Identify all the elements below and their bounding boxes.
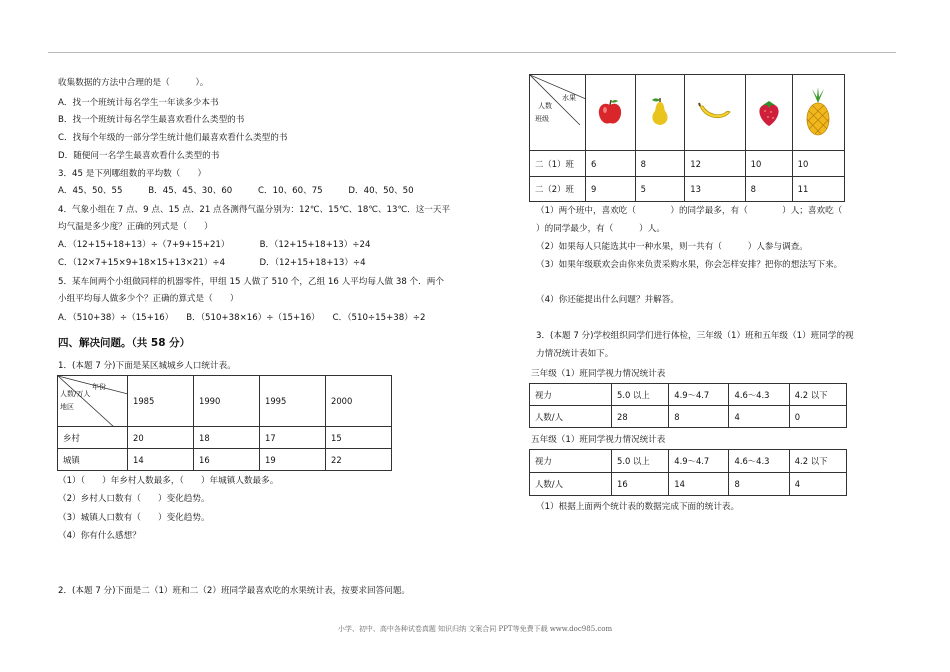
problem-3-stem-line1: 3．(本题 7 分)学校组织同学们进行体检，三年级（1）班和五年级（1）班同学的视: [536, 331, 854, 341]
problem-1-q2: （2）乡村人口数有（ ）变化趋势。: [58, 494, 210, 504]
cell: 10: [745, 151, 792, 177]
q2-option-a: A．找一个班统计每名学生一年读多少本书: [58, 98, 219, 108]
q4-options-ab: A．（12+15+18+13）÷（7+9+15+21） B．（12+15+18+13）÷24: [58, 240, 371, 250]
header-class: 班级: [535, 115, 549, 123]
q2-stem: 收集数据的方法中合理的是（ ）。: [58, 78, 209, 88]
year-2000: 2000: [326, 376, 392, 427]
header-cell: 4.9～4.7: [669, 384, 729, 406]
header-fruit: 水果: [562, 94, 576, 102]
cell: 9: [586, 177, 636, 202]
section-4-heading: 四、解决问题。（共 58 分）: [58, 337, 191, 349]
population-table: [57, 375, 392, 471]
header-cell: 视力: [530, 450, 612, 473]
q3-stem: 3．45 是下列哪组数的平均数（ ）: [58, 169, 207, 179]
grade3-vision-table: [529, 383, 847, 428]
table-row: [58, 427, 392, 449]
cell: 22: [326, 449, 392, 471]
header-cell: 4.2 以下: [789, 450, 846, 473]
cell: 5: [635, 177, 685, 202]
problem-2-q2: （2）如果每人只能选其中一种水果，则一共有（ ）人参与调查。: [536, 242, 808, 252]
cell: 14: [669, 473, 729, 496]
cell: 15: [326, 427, 392, 449]
q4-stem-line2: 均气温是多少度？正确的列式是（ ）: [58, 222, 213, 232]
q2-option-b: B．找一个班统计每名学生最喜欢看什么类型的书: [58, 115, 245, 125]
row-label-class-1: 二（1）班: [530, 151, 586, 177]
grade5-vision-table: [529, 449, 847, 496]
cell: 17: [260, 427, 326, 449]
header-cell: 4.6～4.3: [729, 450, 789, 473]
cell: 0: [789, 406, 846, 428]
fruit-table-diagonal-header: [530, 75, 586, 151]
banana-icon: [685, 75, 745, 151]
cell: 13: [685, 177, 745, 202]
header-cell: 5.0 以上: [612, 384, 669, 406]
q5-stem-line2: 小组平均每人做多少个？正确的算式是（ ）: [58, 294, 239, 304]
problem-1-q1: （1）（ ）年乡村人数最多，（ ）年城镇人数最多。: [58, 476, 279, 486]
cell: 19: [260, 449, 326, 471]
cell: 8: [669, 406, 729, 428]
header-year: 年份: [92, 383, 106, 391]
problem-1-q3: （3）城镇人口数有（ ）变化趋势。: [58, 513, 210, 523]
cell: 20: [128, 427, 194, 449]
problem-3-q1: （1）根据上面两个统计表的数据完成下面的统计表。: [536, 502, 740, 512]
problem-2-stem: 2．(本题 7 分)下面是二（1）班和二（2）班同学最喜欢吃的水果统计表，按要求回答问题。: [58, 586, 411, 596]
q5-options: A．（510+38）÷（15+16） B．（510+38×16）÷（15+16） C．（510÷15+38）÷2: [58, 313, 426, 323]
problem-2-q1-line1: （1）两个班中，喜欢吃（ ）的同学最多，有（ ）人；喜欢吃（: [536, 206, 869, 216]
page-footer: 小学、初中、高中各种试卷真题 知识归纳 文案合同 PPT等免费下载 www.doc985.com: [337, 625, 613, 633]
header-cell: 4.2 以下: [789, 384, 846, 406]
cell: 10: [792, 151, 844, 177]
header-cell: 4.6～4.3: [729, 384, 789, 406]
cell: 16: [612, 473, 669, 496]
cell: 11: [792, 177, 844, 202]
table-row: [58, 449, 392, 471]
cell: 28: [612, 406, 669, 428]
q2-option-d: D．随便问一名学生最喜欢看什么类型的书: [58, 151, 220, 161]
pineapple-icon: [792, 75, 844, 151]
problem-1-q4: （4）你有什么感想？: [58, 531, 141, 541]
problem-1-stem: 1．(本题 7 分)下面是某区城城乡人口统计表。: [58, 361, 236, 371]
table-row: [530, 177, 845, 202]
header-count: 人数: [538, 102, 552, 110]
grade5-table-title: 五年级（1）班同学视力情况统计表: [531, 435, 666, 445]
table-row: [530, 406, 847, 428]
header-cell: 5.0 以上: [612, 450, 669, 473]
cell: 12: [685, 151, 745, 177]
cell: 4: [789, 473, 846, 496]
q4-options-cd: C．（12×7+15×9+18×15+13×21）÷4 D．（12+15+18+13）÷4: [58, 258, 366, 268]
diagonal-lines: [530, 75, 586, 151]
header-region: 地区: [60, 403, 74, 411]
table-row: [530, 473, 847, 496]
problem-2-q1-line2: ）的同学最少，有（ ）人。: [536, 224, 665, 234]
apple-icon: [586, 75, 636, 151]
cell: 8: [729, 473, 789, 496]
cell: 人数/人: [530, 406, 612, 428]
problem-2-q3: （3）如果年级联欢会由你来负责采购水果，你会怎样安排？把你的想法写下来。: [536, 260, 843, 270]
q2-option-c: C．找每个年级的一部分学生统计他们最喜欢看什么类型的书: [58, 133, 288, 143]
cell: 14: [128, 449, 194, 471]
year-1995: 1995: [260, 376, 326, 427]
row-label-rural: 乡村: [58, 427, 128, 449]
cell: 16: [194, 449, 260, 471]
fruit-table: [529, 74, 845, 202]
pear-icon: [635, 75, 685, 151]
table-row: [530, 151, 845, 177]
header-cell: 视力: [530, 384, 612, 406]
cell: 18: [194, 427, 260, 449]
population-table-diagonal-header: [58, 376, 128, 427]
year-1985: 1985: [128, 376, 194, 427]
q4-stem-line1: 4．气象小组在 7 点、9 点、15 点、21 点各测得气温分别为：12℃、15℃、18℃、13℃．这一天平: [58, 205, 451, 215]
strawberry-icon: [745, 75, 792, 151]
q5-stem-line1: 5．某车间两个小组做同样的机器零件，甲组 15 人做了 510 个，乙组 16 人平均每人做 38 个．两个: [58, 277, 444, 287]
header-cell: 4.9～4.7: [669, 450, 729, 473]
grade3-table-title: 三年级（1）班同学视力情况统计表: [531, 369, 666, 379]
problem-3-stem-line2: 力情况统计表如下。: [536, 349, 614, 359]
year-1990: 1990: [194, 376, 260, 427]
row-label-class-2: 二（2）班: [530, 177, 586, 202]
cell: 8: [745, 177, 792, 202]
cell: 4: [729, 406, 789, 428]
cell: 8: [635, 151, 685, 177]
header-count: 人数/万人: [60, 390, 91, 398]
cell: 6: [586, 151, 636, 177]
row-label-urban: 城镇: [58, 449, 128, 471]
cell: 人数/人: [530, 473, 612, 496]
problem-2-q4: （4）你还能提出什么问题？并解答。: [536, 295, 679, 305]
q3-options: A．45、50、55 B．45、45、30、60 C．10、60、75 D．40、50、50: [58, 186, 414, 196]
